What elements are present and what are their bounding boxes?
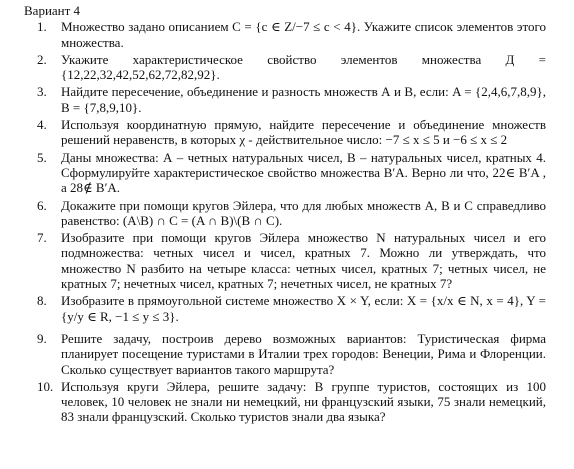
task-number: 4. [37,117,47,133]
task-text: Даны множества: А – четных натуральных чисел, В – натуральных чисел, кратных 4. Сформулируйте характеристическое свойство множества B′A. Верно ли что, 22∈ B′A , а 28∉ B′A. [61,149,546,196]
task-item-4 [24,117,546,148]
task-number: 3. [37,84,47,100]
task-item-10 [24,379,546,425]
task-text: Изобразите в прямоугольной системе множество X × Y, если: X = {x/x ∈ N, x = 4}, Y = {y/y ∈ R, −1 ≤ y ≤ 3}. [61,293,546,324]
task-number: 1. [37,19,47,35]
task-item-2 [24,52,546,83]
task-number: 6. [37,197,47,213]
task-item-7 [24,230,546,291]
task-text: Докажите при помощи кругов Эйлера, что для любых множеств А, В и С справедливо равенство: (A\B) ∩ C = (A ∩ B)\(B ∩ C). [61,197,546,228]
task-number: 7. [37,230,47,246]
task-text: Изобразите при помощи кругов Эйлера множество N натуральных чисел и его подмножества: четных чисел и чисел, кратных 7. Можно ли утверждать, что множество N разбито на четыре класса: четных чисел, кратных 7; четных чисел, не кратных 7; нечетных чисел, кратных 7; нечетных чисел, не кратных 7? [61,230,546,292]
task-item-8 [24,293,546,324]
task-number: 9. [37,330,47,346]
task-text: Множество задано описанием C = {c ∈ Z/−7 ≤ c < 4}. Укажите список элементов этого множества. [61,19,546,50]
task-text: Укажите характеристическое свойство элементов множества Д = {12,22,32,42,52,62,72,82,92}. [61,51,546,83]
task-text: Используя круги Эйлера, решите задачу: В группе туристов, состоящих из 100 человек, 10 человек не знали ни немецкий, ни французский языки, 75 знали немецкий, 83 знали французский. Сколько туристов знали два языка? [61,378,546,425]
task-text: Найдите пересечение, объединение и разность множеств А и В, если: A = {2,4,6,7,8,9}, B = {7,8,9,10}. [61,84,546,115]
task-number: 8. [37,293,47,309]
task-item-6 [24,198,546,229]
task-item-5 [24,150,546,196]
variant-heading: Вариант 4 [24,3,81,18]
task-text: Используя координатную прямую, найдите пересечение и объединение множеств решений неравенств, в которых χ - действительное число: −7 ≤ x ≤ 5 и −6 ≤ x ≤ 2 [61,117,546,148]
task-number: 5. [37,149,47,165]
task-number: 10. [37,378,54,394]
task-text: Решите задачу, построив дерево возможных вариантов: Туристическая фирма планирует посещение туристами в Италии трех городов: Венеции, Рима и Флоренции. Сколько существует вариантов такого маршрута? [61,330,546,377]
task-number: 2. [37,51,47,67]
task-item-3 [24,84,546,115]
task-item-1 [24,19,546,50]
task-list [24,19,546,424]
task-item-9 [24,331,546,377]
